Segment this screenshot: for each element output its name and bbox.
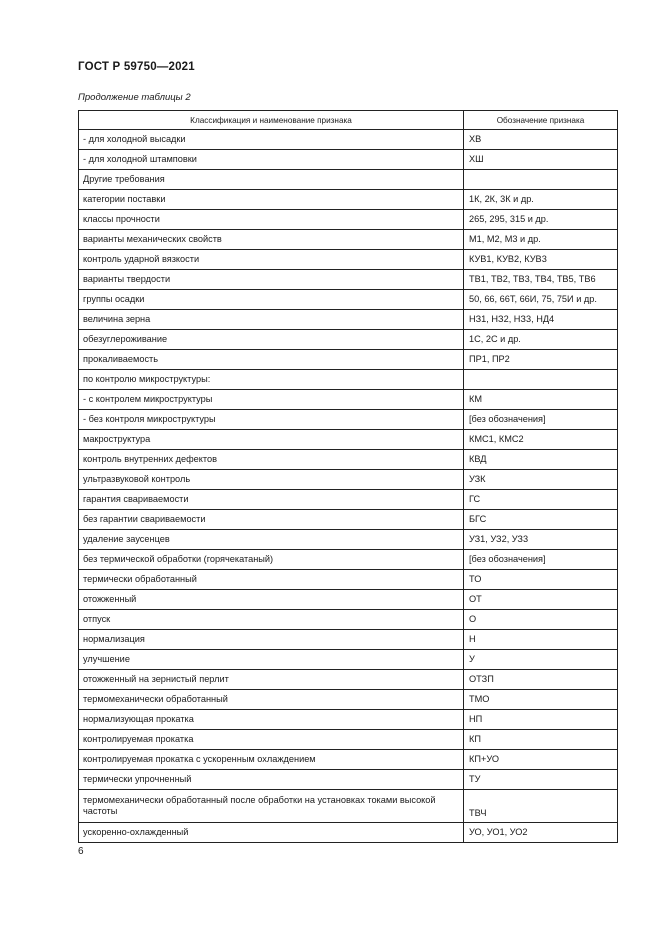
row-feature-code: ОТ bbox=[464, 590, 618, 610]
table-row bbox=[79, 823, 618, 843]
row-feature-code: ХВ bbox=[464, 130, 618, 150]
table-row bbox=[79, 510, 618, 530]
row-feature-name: - с контролем микроструктуры bbox=[79, 390, 464, 410]
table-row bbox=[79, 230, 618, 250]
row-feature-name: термомеханически обработанный после обработки на установках токами высокой частоты bbox=[79, 790, 464, 823]
row-feature-name: ускоренно-охлажденный bbox=[79, 823, 464, 843]
table-row bbox=[79, 490, 618, 510]
row-feature-code: КМС1, КМС2 bbox=[464, 430, 618, 450]
row-feature-name: категории поставки bbox=[79, 190, 464, 210]
row-feature-name: контроль ударной вязкости bbox=[79, 250, 464, 270]
row-feature-code: У bbox=[464, 650, 618, 670]
table-row bbox=[79, 770, 618, 790]
row-feature-name: без термической обработки (горячекатаный) bbox=[79, 550, 464, 570]
row-feature-name: прокаливаемость bbox=[79, 350, 464, 370]
table-row bbox=[79, 690, 618, 710]
row-feature-name: ультразвуковой контроль bbox=[79, 470, 464, 490]
table-row bbox=[79, 530, 618, 550]
row-feature-code: ТУ bbox=[464, 770, 618, 790]
row-feature-code: УЗ1, УЗ2, УЗ3 bbox=[464, 530, 618, 550]
row-feature-code: ТМО bbox=[464, 690, 618, 710]
table-row bbox=[79, 390, 618, 410]
table-row bbox=[79, 710, 618, 730]
row-feature-code: КУВ1, КУВ2, КУВ3 bbox=[464, 250, 618, 270]
row-feature-name: макроструктура bbox=[79, 430, 464, 450]
row-feature-name: нормализующая прокатка bbox=[79, 710, 464, 730]
table-caption: Продолжение таблицы 2 bbox=[78, 92, 191, 103]
table-row bbox=[79, 730, 618, 750]
row-feature-name: по контролю микроструктуры: bbox=[79, 370, 464, 390]
row-feature-name: удаление заусенцев bbox=[79, 530, 464, 550]
table-row bbox=[79, 750, 618, 770]
row-feature-name: - для холодной высадки bbox=[79, 130, 464, 150]
row-feature-name: нормализация bbox=[79, 630, 464, 650]
table-row bbox=[79, 250, 618, 270]
table-row bbox=[79, 550, 618, 570]
table-row bbox=[79, 170, 618, 190]
row-feature-name: контролируемая прокатка bbox=[79, 730, 464, 750]
row-feature-code: ОТЗП bbox=[464, 670, 618, 690]
table-row bbox=[79, 330, 618, 350]
table-row bbox=[79, 450, 618, 470]
row-feature-code: ТО bbox=[464, 570, 618, 590]
row-feature-name: величина зерна bbox=[79, 310, 464, 330]
row-feature-code: [без обозначения] bbox=[464, 550, 618, 570]
row-feature-code: УЗК bbox=[464, 470, 618, 490]
row-feature-code: 1С, 2С и др. bbox=[464, 330, 618, 350]
row-feature-name: гарантия свариваемости bbox=[79, 490, 464, 510]
table-row bbox=[79, 310, 618, 330]
row-feature-code: КВД bbox=[464, 450, 618, 470]
row-feature-code: ПР1, ПР2 bbox=[464, 350, 618, 370]
table-row bbox=[79, 430, 618, 450]
row-feature-name: варианты механических свойств bbox=[79, 230, 464, 250]
table-row bbox=[79, 150, 618, 170]
row-feature-name: контроль внутренних дефектов bbox=[79, 450, 464, 470]
row-feature-code: НП bbox=[464, 710, 618, 730]
row-feature-code: БГС bbox=[464, 510, 618, 530]
row-feature-code: [без обозначения] bbox=[464, 410, 618, 430]
row-feature-name: контролируемая прокатка с ускоренным охлаждением bbox=[79, 750, 464, 770]
row-feature-name: отпуск bbox=[79, 610, 464, 630]
column-header-name: Классификация и наименование признака bbox=[79, 111, 464, 130]
row-feature-code: О bbox=[464, 610, 618, 630]
row-feature-name: классы прочности bbox=[79, 210, 464, 230]
row-feature-name: улучшение bbox=[79, 650, 464, 670]
row-feature-code: Н bbox=[464, 630, 618, 650]
table-row bbox=[79, 650, 618, 670]
row-feature-name: без гарантии свариваемости bbox=[79, 510, 464, 530]
table-header-row bbox=[79, 111, 618, 130]
table-row bbox=[79, 570, 618, 590]
row-feature-name: обезуглероживание bbox=[79, 330, 464, 350]
table-row bbox=[79, 670, 618, 690]
row-feature-code: УО, УО1, УО2 bbox=[464, 823, 618, 843]
row-feature-name: - без контроля микроструктуры bbox=[79, 410, 464, 430]
document-title: ГОСТ Р 59750—2021 bbox=[78, 61, 195, 73]
table-row bbox=[79, 210, 618, 230]
table-row bbox=[79, 190, 618, 210]
row-feature-code: КМ bbox=[464, 390, 618, 410]
row-feature-name: Другие требования bbox=[79, 170, 464, 190]
row-feature-name: группы осадки bbox=[79, 290, 464, 310]
table-row bbox=[79, 590, 618, 610]
row-feature-name: термомеханически обработанный bbox=[79, 690, 464, 710]
table-row bbox=[79, 790, 618, 823]
table-row bbox=[79, 350, 618, 370]
row-feature-code: 1К, 2К, 3К и др. bbox=[464, 190, 618, 210]
row-feature-code bbox=[464, 370, 618, 390]
row-feature-code: 50, 66, 66Т, 66И, 75, 75И и др. bbox=[464, 290, 618, 310]
table-row bbox=[79, 270, 618, 290]
row-feature-code: ХШ bbox=[464, 150, 618, 170]
table-row bbox=[79, 370, 618, 390]
row-feature-name: отожженный на зернистый перлит bbox=[79, 670, 464, 690]
row-feature-name: отожженный bbox=[79, 590, 464, 610]
classification-table bbox=[78, 110, 618, 843]
page-number: 6 bbox=[78, 846, 84, 857]
row-feature-code: М1, М2, М3 и др. bbox=[464, 230, 618, 250]
row-feature-name: варианты твердости bbox=[79, 270, 464, 290]
table-row bbox=[79, 290, 618, 310]
row-feature-name: термически упрочненный bbox=[79, 770, 464, 790]
row-feature-code: ТВЧ bbox=[464, 790, 618, 823]
row-feature-code: ГС bbox=[464, 490, 618, 510]
row-feature-code: ТВ1, ТВ2, ТВ3, ТВ4, ТВ5, ТВ6 bbox=[464, 270, 618, 290]
column-header-code: Обозначение признака bbox=[464, 111, 618, 130]
row-feature-code: НЗ1, НЗ2, НЗ3, НД4 bbox=[464, 310, 618, 330]
table-row bbox=[79, 630, 618, 650]
table-row bbox=[79, 610, 618, 630]
row-feature-code bbox=[464, 170, 618, 190]
row-feature-code: КП bbox=[464, 730, 618, 750]
row-feature-code: КП+УО bbox=[464, 750, 618, 770]
table-row bbox=[79, 410, 618, 430]
row-feature-name: - для холодной штамповки bbox=[79, 150, 464, 170]
row-feature-code: 265, 295, 315 и др. bbox=[464, 210, 618, 230]
row-feature-name: термически обработанный bbox=[79, 570, 464, 590]
table-row bbox=[79, 130, 618, 150]
table-row bbox=[79, 470, 618, 490]
